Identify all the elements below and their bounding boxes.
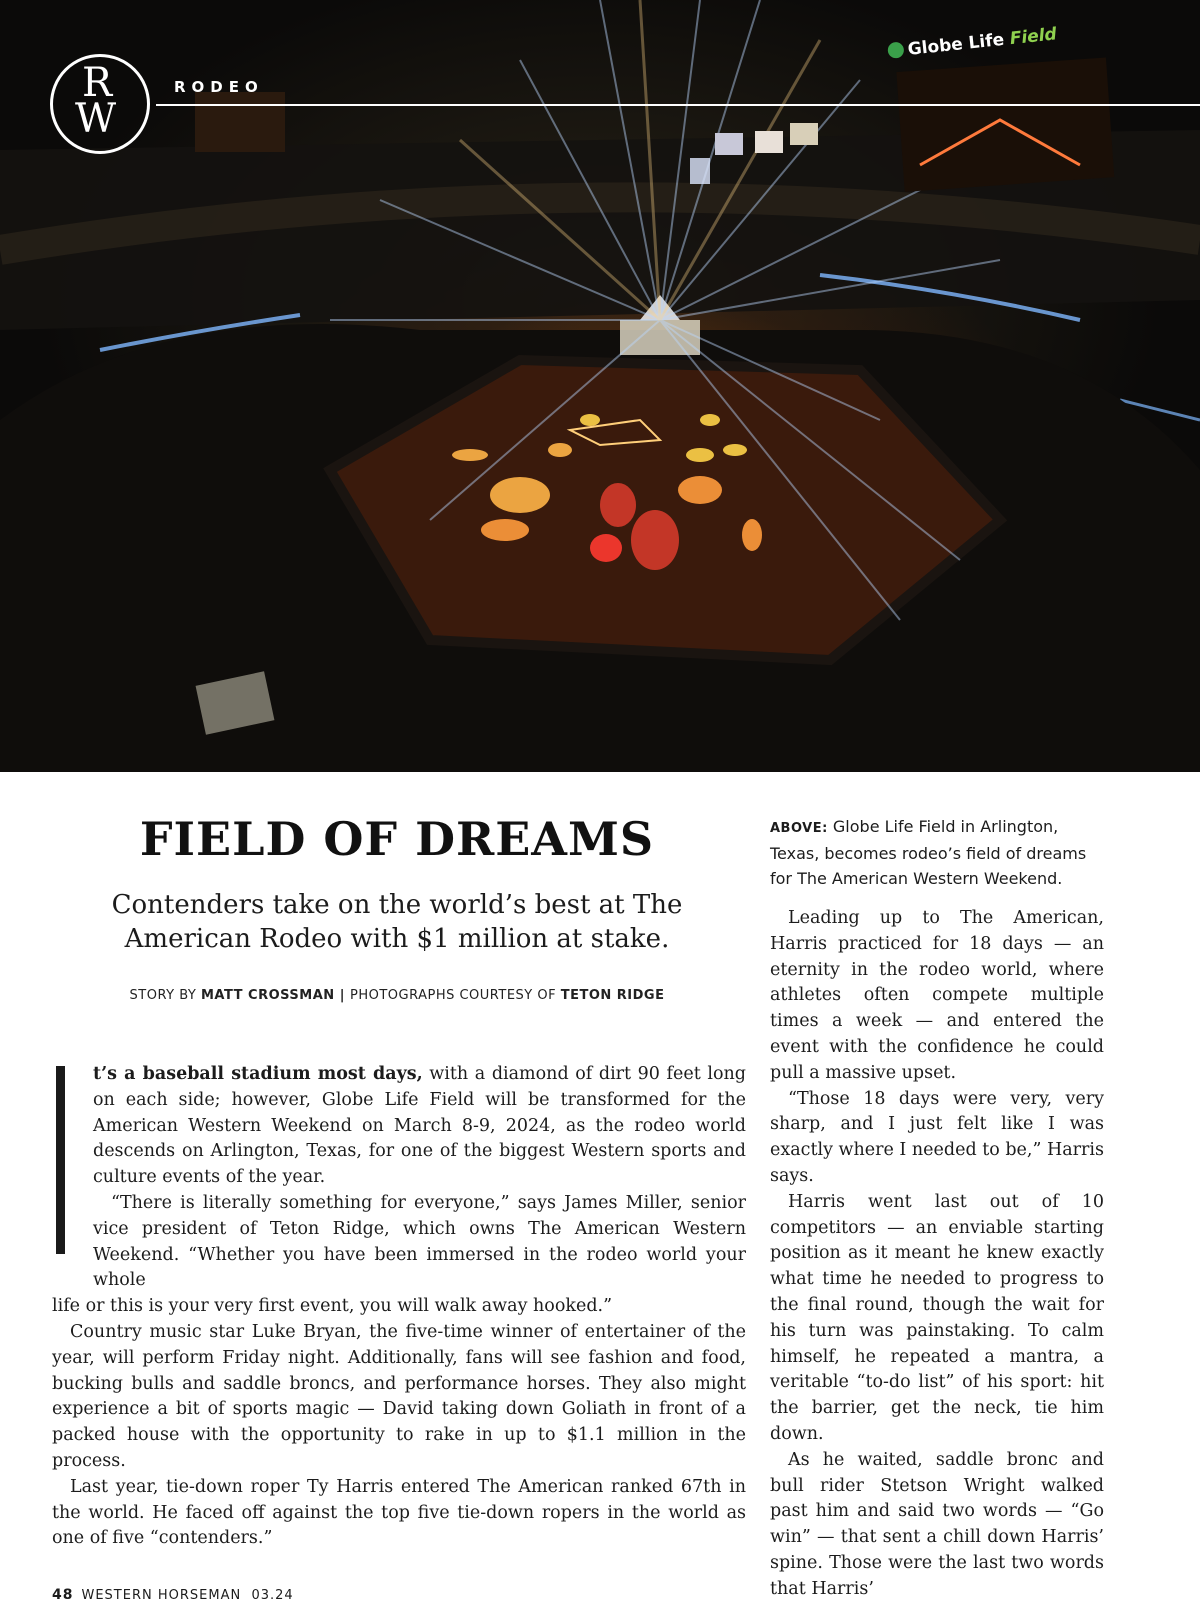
page-folio <box>52 1587 294 1603</box>
side-paragraph-3: Harris went last out of 10 competitors — an enviable starting position as it meant he knew exactly what time he needed to progress to the final round, though the wait for his turn was painstaking. To calm himself, he repeated a mantra, a veritable “to-do list” of his sport: hit the barrier, get the neck, tie him down. <box>770 1191 1104 1444</box>
issue-date: 03.24 <box>251 1588 294 1603</box>
lede-lead-in: t’s a baseball stadium most days, <box>93 1064 423 1084</box>
paragraph-2b: life or this is your very first event, you will walk away hooked.” <box>52 1296 613 1317</box>
caption-text: Globe Life Field in Arlington, Texas, becomes rodeo’s field of dreams for The American Western Weekend. <box>770 817 1087 888</box>
side-paragraph-2: “Those 18 days were very, very sharp, and I just felt like I was exactly where I needed to be,” Harris says. <box>770 1088 1104 1186</box>
logo-letter-r: R <box>82 60 113 106</box>
credit-author: MATT CROSSMAN <box>201 988 335 1003</box>
paragraph-3: Country music star Luke Bryan, the five-time winner of entertainer of the year, will perform Friday night. Additionally, fans will see fashion and food, bucking bulls and saddle broncs, and performance horses. They also might experience a bit of sports magic — David taking down Goliath in front of a packed house with the opportunity to rake in up to $1.1 million in the process. <box>52 1321 746 1471</box>
paragraph-2a: “There is literally something for everyone,” says James Miller, senior vice president of Teton Ridge, which owns The American Western Weekend. “Whether you have been immersed in the rodeo world your whole <box>93 1192 746 1291</box>
credit-photographer: TETON RIDGE <box>560 988 665 1003</box>
article-body-right <box>770 906 1104 1603</box>
article-title: FIELD OF DREAMS <box>139 812 655 866</box>
section-label: RODEO <box>174 78 264 96</box>
lede-text: with a diamond of dirt 90 feet long on each side; however, Globe Life Field will be transformed for the American Western Weekend on March 8-9, 2024, as the rodeo world descends on Arlington, Texas, for one of the biggest Western sports and culture events of the year. <box>93 1064 746 1188</box>
logo-letter-w: W <box>75 96 117 142</box>
article-deck: Contenders take on the world’s best at The American Rodeo with $1 million at stake. <box>111 890 683 954</box>
globe-icon <box>887 41 905 59</box>
venue-sign-text-b: Field <box>1008 24 1058 50</box>
paragraph-4: Last year, tie-down roper Ty Harris entered The American ranked 67th in the world. He faced off against the top five tie-down ropers in the world as one of five “contenders.” <box>52 1476 746 1549</box>
rw-logo <box>50 54 150 154</box>
caption-label: ABOVE: <box>770 821 828 836</box>
article-body-left <box>52 1062 746 1552</box>
credit-story-prefix: STORY BY <box>129 988 201 1003</box>
paragraph-1 <box>52 1062 746 1191</box>
credit-photo-prefix: PHOTOGRAPHS COURTESY OF <box>349 988 561 1003</box>
photo-caption <box>770 814 1112 891</box>
credit-separator: | <box>334 988 350 1003</box>
side-paragraph-1: Leading up to The American, Harris practiced for 18 days — an eternity in the rodeo world, where athletes often compete multiple times a week — and entered the event with the confidence he could pull a massive upset. <box>770 908 1104 1083</box>
side-paragraph-4: As he waited, saddle bronc and bull rider Stetson Wright walked past him and said two words — “Go win” — that sent a chill down Harris’ spine. Those were the last two words that Harris’ <box>770 1449 1104 1599</box>
stadium-illustration <box>0 0 1200 772</box>
page-number: 48 <box>52 1587 74 1603</box>
venue-sign-text-a: Globe Life <box>906 29 1011 60</box>
hero-photo <box>0 0 1200 772</box>
section-rule <box>156 104 1200 106</box>
article-credits <box>52 988 742 1003</box>
magazine-name: WESTERN HORSEMAN <box>81 1588 242 1603</box>
